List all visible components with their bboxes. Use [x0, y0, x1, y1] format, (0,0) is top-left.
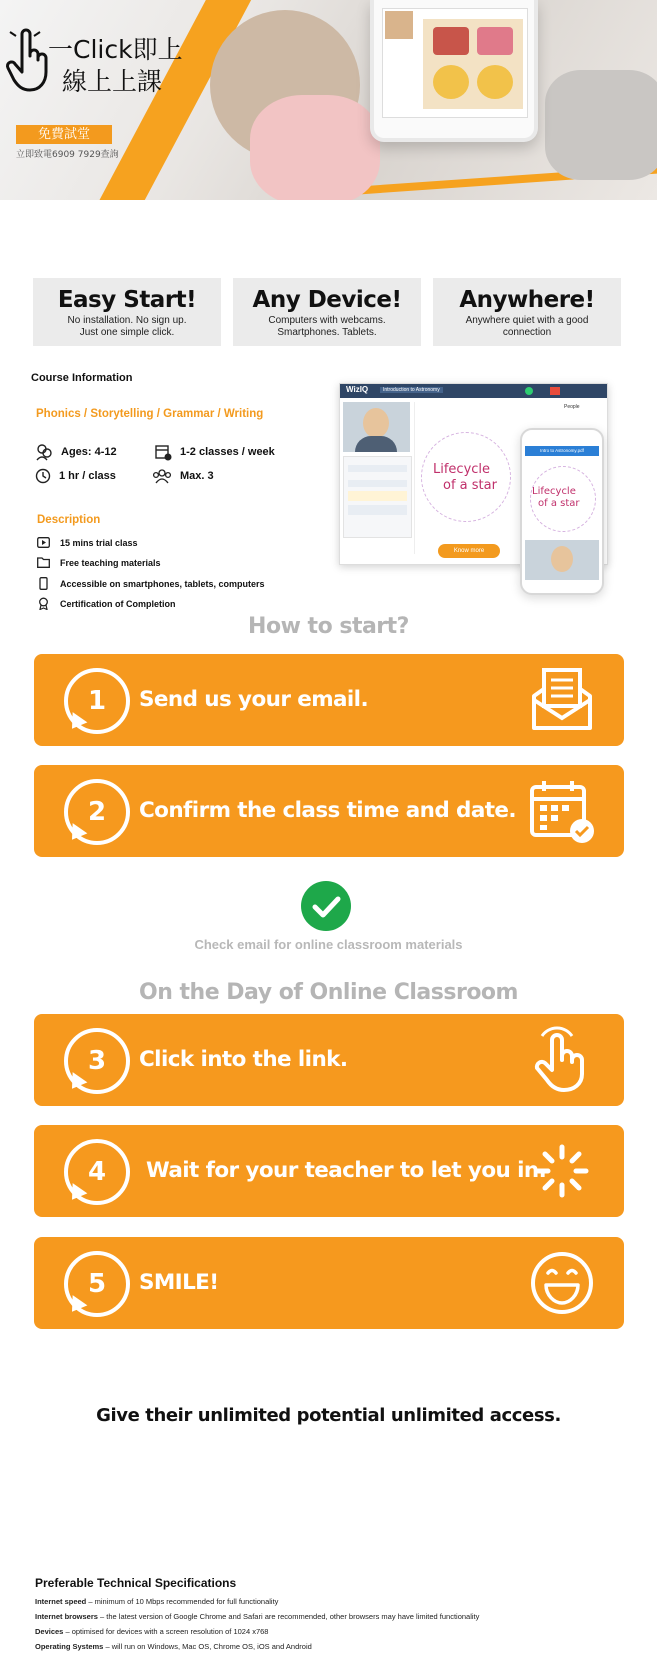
slide-area [414, 402, 515, 554]
step-3 [34, 1014, 624, 1106]
phone-file-tab: Intro to Astronomy.pdf [525, 446, 599, 456]
day-of-class-heading: On the Day of Online Classroom [139, 980, 518, 1005]
hotline-text: 立即致電6909 7929查詢 [16, 150, 119, 160]
step-number: 2 [64, 779, 130, 845]
teacher-video [343, 402, 410, 452]
desc-item-text: Free teaching materials [60, 557, 161, 568]
app-brand: WizIQ [346, 385, 369, 394]
ages-text: Ages: 4-12 [61, 446, 117, 458]
slide-title-1: Lifecycle [433, 462, 491, 477]
children-icon [35, 443, 53, 461]
envelope-letter-icon [528, 666, 596, 734]
spec-operating-systems [35, 1642, 312, 1651]
pointer-hand-icon [4, 26, 52, 94]
tap-hand-icon [528, 1026, 596, 1094]
spec-text: – minimum of 10 Mbps recommended for full functionality [86, 1597, 279, 1606]
step-text: Wait for your teacher to let you in. [146, 1158, 547, 1183]
frequency-text: 1-2 classes / week [180, 446, 275, 458]
phone-teacher-video [525, 540, 599, 580]
desc-item-devices [37, 577, 265, 590]
certificate-icon [37, 597, 50, 610]
duration-text: 1 hr / class [59, 470, 116, 482]
tablet-device [370, 0, 538, 142]
step-number: 5 [64, 1251, 130, 1317]
people-label: People [564, 404, 580, 410]
loading-spinner-icon [528, 1137, 596, 1205]
step-text: SMILE! [139, 1270, 219, 1295]
spec-label: Internet speed [35, 1597, 87, 1606]
feature-any-device [233, 278, 421, 346]
hero-title-line2: 線上上課 [62, 67, 163, 96]
desc-item-text: Accessible on smartphones, tablets, computers [60, 578, 265, 589]
phone-slide-title-2: of a star [538, 498, 580, 509]
feature-title: Anywhere! [459, 287, 595, 313]
app-top-bar [340, 384, 607, 398]
spec-text: – optimised for devices with a screen resolution of 1024 x768 [63, 1627, 269, 1636]
feature-easy-start [33, 278, 221, 346]
calendar-check-icon [528, 777, 596, 845]
step-number: 1 [64, 668, 130, 734]
phone-mockup [520, 428, 604, 595]
step-5 [34, 1237, 624, 1329]
spec-label: Internet browsers [35, 1612, 98, 1621]
feature-desc: No installation. No sign up. Just one simple click. [67, 315, 187, 338]
step-4 [34, 1125, 624, 1217]
spec-label: Devices [35, 1627, 64, 1636]
chat-panel [343, 456, 412, 538]
check-icon [301, 881, 351, 931]
spec-devices [35, 1627, 268, 1636]
feature-anywhere [433, 278, 621, 346]
step-1 [34, 654, 624, 746]
step-number: 4 [64, 1139, 130, 1205]
hero-banner [0, 0, 657, 200]
app-course-tab: Introduction to Astronomy [380, 387, 443, 393]
ages-info [35, 443, 117, 461]
desc-item-trial [37, 537, 138, 548]
spec-text: – will run on Windows, Mac OS, Chrome OS, iOS and Android [103, 1642, 312, 1651]
tagline: Give their unlimited potential unlimited access. [96, 1405, 561, 1426]
teacher-thumbnail [385, 11, 413, 39]
know-more-button[interactable]: Know more [438, 544, 500, 558]
folder-icon [37, 557, 50, 568]
hero-title-line1: 一Click即上 [48, 35, 183, 64]
course-info-heading: Course Information [31, 372, 133, 384]
desc-item-materials [37, 557, 161, 568]
feature-desc: Computers with webcams. Smartphones. Tablets. [268, 315, 386, 338]
clock-icon [35, 468, 51, 484]
feature-title: Any Device! [252, 287, 402, 313]
group-icon [152, 468, 172, 484]
calendar-icon [154, 443, 172, 461]
frequency-info [154, 443, 275, 461]
spec-label: Operating Systems [35, 1642, 104, 1651]
how-to-start-heading: How to start? [248, 614, 409, 639]
child-shirt [250, 95, 380, 200]
play-video-icon [37, 537, 50, 548]
spec-browsers [35, 1612, 479, 1621]
tablet-screen [382, 8, 528, 118]
spec-text: – the latest version of Google Chrome and Safari are recommended, other browsers may have limited functionality [97, 1612, 480, 1621]
step-number: 3 [64, 1028, 130, 1094]
smartphone-icon [37, 577, 50, 590]
step-text: Send us your email. [139, 687, 369, 712]
check-email-text: Check email for online classroom materials [194, 937, 463, 952]
step-2 [34, 765, 624, 857]
desc-item-certificate [37, 597, 176, 610]
lesson-slide [423, 19, 523, 109]
step-text: Confirm the class time and date. [139, 798, 516, 823]
max-students-info [152, 468, 214, 484]
slide-title-2: of a star [443, 478, 497, 493]
duration-info [35, 468, 116, 484]
desc-item-text: Certification of Completion [60, 598, 176, 609]
course-subjects: Phonics / Storytelling / Grammar / Writing [36, 408, 264, 420]
specs-heading: Preferable Technical Specifications [35, 1576, 237, 1590]
spec-internet-speed [35, 1597, 278, 1606]
step-text: Click into the link. [139, 1047, 348, 1072]
free-trial-button[interactable]: 免費試堂 [16, 125, 112, 144]
max-students-text: Max. 3 [180, 470, 214, 482]
feature-desc: Anywhere quiet with a good connection [465, 315, 589, 338]
desc-item-text: 15 mins trial class [60, 537, 138, 548]
feature-title: Easy Start! [57, 287, 197, 313]
smiley-face-icon [528, 1249, 596, 1317]
sofa [545, 70, 657, 180]
description-heading: Description [37, 514, 101, 526]
phone-slide-title-1: Lifecycle [532, 486, 576, 497]
